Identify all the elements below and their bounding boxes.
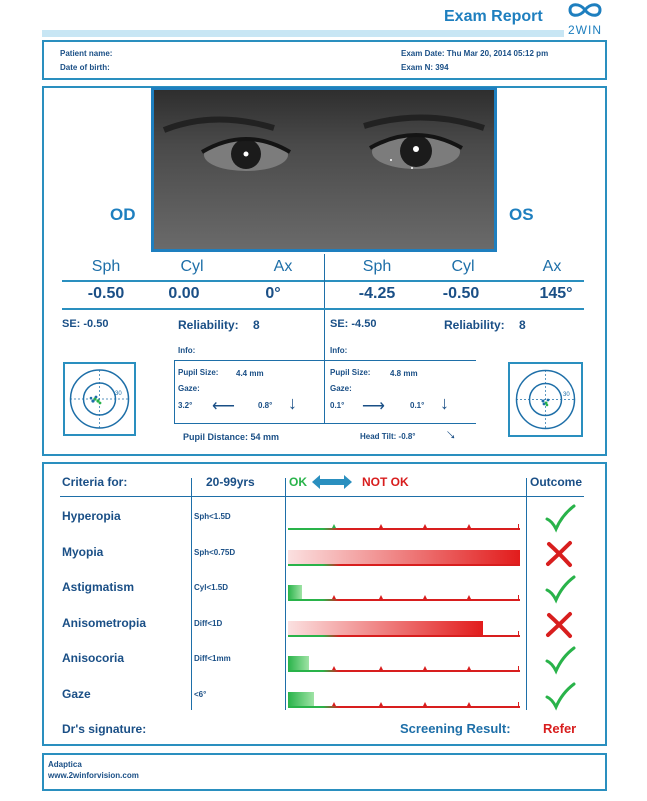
od-label: OD	[110, 205, 136, 224]
od-reliability-value: 8	[253, 318, 260, 332]
criteria-header-divider	[60, 496, 584, 497]
scale-baseline	[288, 564, 520, 566]
criteria-header-label: Criteria for:	[62, 475, 128, 489]
ok-label: OK	[289, 475, 307, 489]
scale-tick	[467, 524, 471, 528]
scale-baseline	[288, 670, 520, 672]
scale-end	[518, 702, 519, 708]
criteria-threshold: Sph<0.75D	[194, 547, 236, 557]
od-gaze-v-value: 0.8°	[258, 401, 273, 410]
criteria-level-bar	[288, 656, 309, 670]
col-divider-1	[191, 478, 192, 710]
criteria-scale	[288, 619, 520, 637]
screening-result: Refer	[543, 721, 577, 736]
scale-end	[518, 631, 519, 637]
criteria-level-bar	[288, 692, 314, 706]
os-gaze-h-value: 0.1°	[330, 401, 345, 410]
od-ax-header: Ax	[273, 258, 293, 275]
scale-baseline	[288, 635, 520, 637]
os-ax-value: 145°	[539, 285, 573, 302]
scale-end	[518, 524, 519, 530]
head-tilt: Head Tilt: -0.8°	[360, 432, 416, 441]
scale-tick	[332, 524, 336, 528]
scale-tick	[379, 595, 383, 599]
patient-info-box	[42, 40, 607, 80]
os-sph-value: -4.25	[358, 285, 396, 302]
scale-tick	[423, 702, 427, 706]
scale-tick	[423, 666, 427, 670]
criteria-threshold: Sph<1.5D	[194, 512, 231, 521]
scale-end	[518, 595, 519, 601]
col-divider-2	[285, 478, 286, 710]
header-divider	[62, 280, 584, 282]
center-divider	[324, 254, 325, 424]
criteria-threshold: Cyl<1.5D	[194, 583, 229, 592]
arrow-right-icon: ⟶	[362, 398, 385, 415]
os-pupil-value: 4.8 mm	[390, 369, 418, 378]
scale-baseline	[288, 599, 520, 601]
criteria-name: Gaze	[62, 686, 91, 701]
logo	[562, 0, 608, 37]
info-bottom-divider	[174, 423, 476, 424]
criteria-level-bar	[288, 550, 520, 564]
logo-infinity-icon	[562, 0, 608, 20]
scale-tick	[423, 524, 427, 528]
os-target-scale: 30	[563, 392, 570, 398]
eye-image	[151, 87, 497, 252]
od-sph-header: Sph	[91, 258, 121, 275]
check-icon	[544, 681, 576, 716]
os-fixation-target	[508, 362, 583, 437]
od-se: SE: -0.50	[62, 318, 109, 330]
footer-company: Adaptica	[48, 760, 82, 769]
criteria-name: Astigmatism	[62, 580, 135, 594]
od-info-label: Info:	[178, 346, 196, 355]
not-ok-label: NOT OK	[362, 475, 409, 489]
od-ax-value: 0°	[265, 285, 281, 302]
od-cyl-header: Cyl	[180, 258, 204, 275]
target-icon	[510, 364, 581, 435]
check-icon	[544, 645, 576, 680]
criteria-level-bar	[288, 585, 302, 599]
os-cyl-value: -0.50	[442, 285, 480, 302]
scale-tick	[379, 666, 383, 670]
ok-notok-arrow-icon	[312, 473, 352, 491]
scale-tick	[332, 595, 336, 599]
outcome-label: Outcome	[530, 475, 583, 489]
od-gaze-h-value: 3.2°	[178, 401, 193, 410]
values-divider	[62, 308, 584, 310]
os-se: SE: -4.50	[330, 318, 377, 330]
criteria-scale	[288, 583, 520, 601]
arrow-left-icon: ⟵	[212, 398, 235, 415]
od-gaze-label: Gaze:	[178, 384, 200, 393]
os-ax-header: Ax	[542, 258, 562, 275]
os-cyl-header: Cyl	[451, 258, 475, 275]
od-reliability-label: Reliability:	[178, 318, 239, 332]
age-range: 20-99yrs	[206, 475, 255, 489]
tilt-arrow-icon: ↓	[441, 425, 460, 444]
od-info-left-border	[174, 360, 175, 423]
os-reliability-label: Reliability:	[444, 318, 505, 332]
os-reliability-value: 8	[519, 318, 526, 332]
od-pupil-value: 4.4 mm	[236, 369, 264, 378]
arrow-down-icon: ↓	[288, 393, 297, 413]
col-divider-3	[526, 478, 527, 710]
cross-icon	[544, 539, 574, 574]
os-sph-header: Sph	[362, 258, 392, 275]
scale-baseline	[288, 528, 520, 530]
criteria-threshold: Diff<1mm	[194, 654, 231, 663]
target-icon	[65, 364, 134, 434]
criteria-level-bar	[288, 621, 483, 635]
scale-tick	[467, 702, 471, 706]
exam-number: Exam N: 394	[401, 63, 449, 72]
scale-tick	[332, 702, 336, 706]
report-title: Exam Report	[444, 8, 543, 25]
criteria-scale	[288, 690, 520, 708]
os-gaze-v-value: 0.1°	[410, 401, 425, 410]
scale-tick	[467, 666, 471, 670]
screening-label: Screening Result:	[400, 721, 511, 736]
od-fixation-target	[63, 362, 136, 436]
scale-tick	[423, 595, 427, 599]
criteria-name: Myopia	[62, 544, 104, 559]
header-band	[42, 30, 564, 37]
dob-label: Date of birth:	[60, 63, 110, 72]
check-icon	[544, 574, 576, 609]
criteria-scale	[288, 548, 520, 566]
criteria-name: Anisometropia	[62, 615, 147, 630]
info-divider	[174, 360, 476, 361]
pupil-distance: Pupil Distance: 54 mm	[183, 432, 280, 442]
scale-end	[518, 666, 519, 672]
criteria-scale	[288, 512, 520, 530]
os-gaze-label: Gaze:	[330, 384, 352, 393]
signature-label: Dr's signature:	[62, 722, 147, 736]
criteria-threshold: Diff<1D	[194, 618, 223, 628]
exam-date: Exam Date: Thu Mar 20, 2014 05:12 pm	[401, 49, 549, 58]
logo-text: 2WIN	[568, 23, 602, 37]
od-cyl-value: 0.00	[168, 285, 200, 302]
scale-tick	[332, 666, 336, 670]
eyes-photo	[154, 90, 494, 249]
criteria-name: Anisocoria	[62, 651, 125, 665]
patient-name-label: Patient name:	[60, 49, 113, 58]
arrow-down-icon: ↓	[440, 393, 449, 413]
criteria-scale	[288, 654, 520, 672]
od-pupil-label: Pupil Size:	[178, 368, 219, 377]
footer-website: www.2winforvision.com	[48, 771, 139, 780]
scale-tick	[379, 702, 383, 706]
od-sph-value: -0.50	[87, 285, 125, 302]
criteria-name: Hyperopia	[62, 509, 121, 523]
cross-icon	[544, 610, 574, 645]
scale-tick	[379, 524, 383, 528]
os-info-label: Info:	[330, 346, 348, 355]
scale-tick	[467, 595, 471, 599]
os-pupil-label: Pupil Size:	[330, 368, 371, 377]
criteria-threshold: <6°	[194, 689, 207, 699]
od-target-scale: 30	[115, 391, 122, 397]
scale-baseline	[288, 706, 520, 708]
check-icon	[544, 503, 576, 538]
os-label: OS	[509, 205, 534, 224]
